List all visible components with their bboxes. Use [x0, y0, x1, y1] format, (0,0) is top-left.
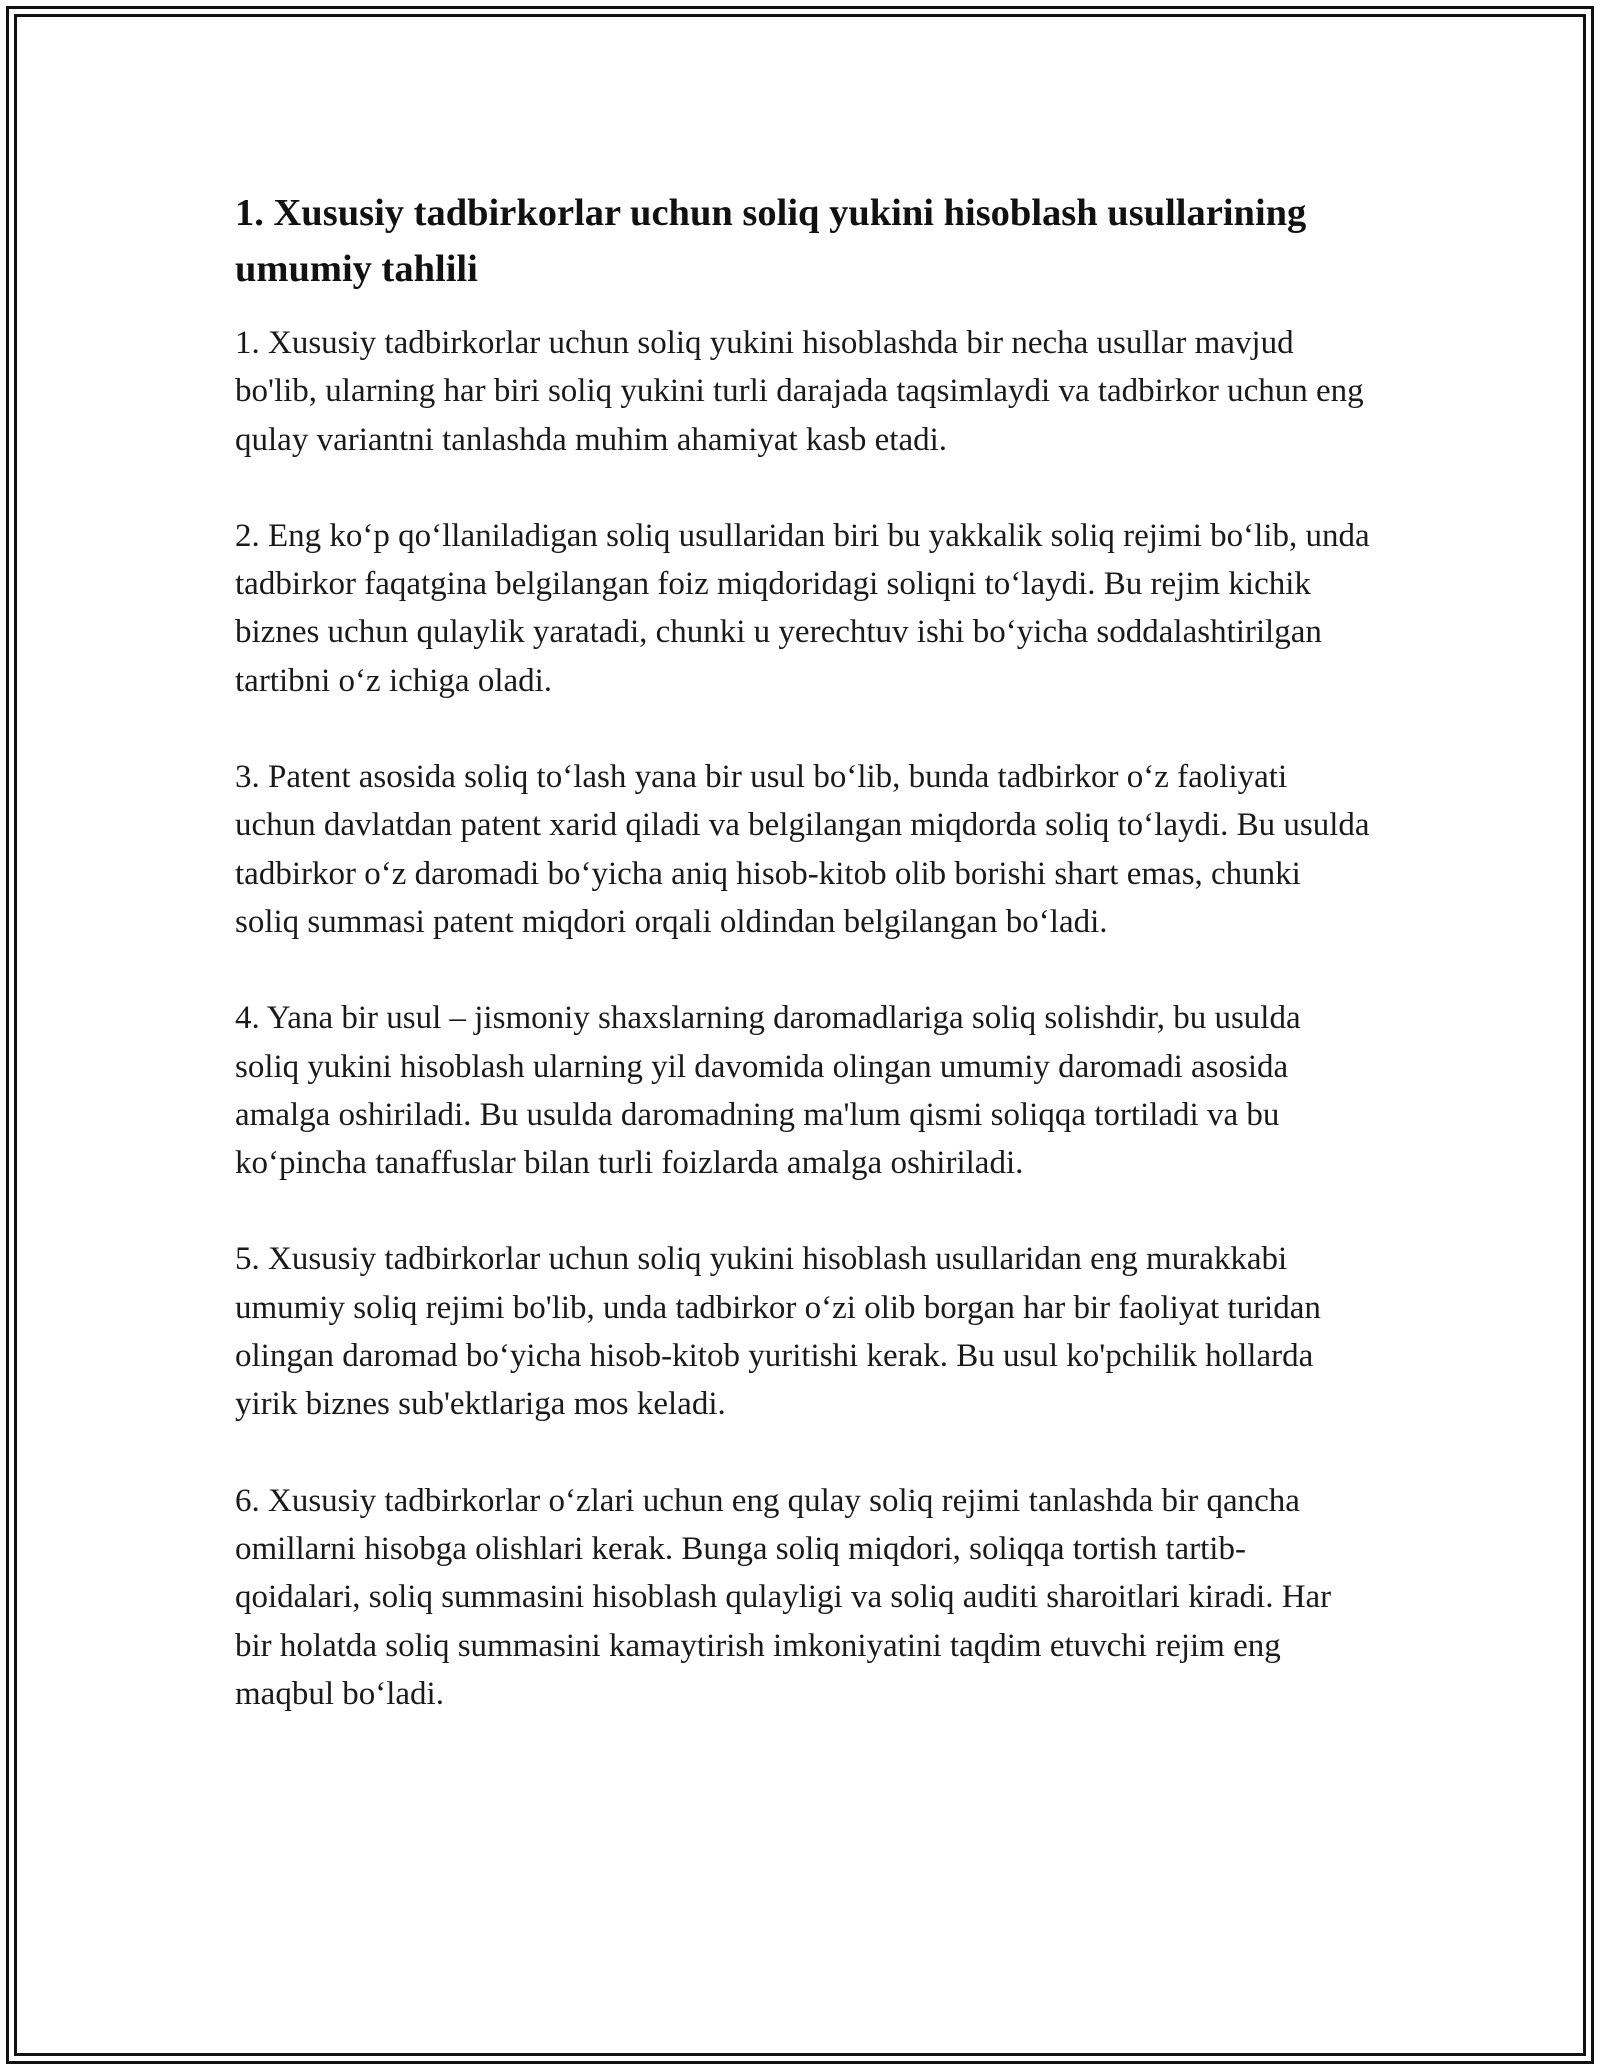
paragraph-6: 6. Xususiy tadbirkorlar o‘zlari uchun eng qulay soliq rejimi tanlashda bir qancha omillarni hisobga olishlari kerak. Bunga soliq miqdori, soliqqa tortish tartib-qoidalari, soliq summasini hisoblash qulayligi va soliq auditi sharoitlari kiradi. Har bir holatda soliq summasini kamaytirish imkoniyatini taqdim etuvchi rejim eng maqbul bo‘ladi.	[235, 1482, 1332, 1712]
paragraph-5: 5. Xususiy tadbirkorlar uchun soliq yukini hisoblash usullaridan eng murakkabi umumiy soliq rejimi bo'lib, unda tadbirkor o‘zi olib borgan har bir faoliyat turidan olingan daromad bo‘yicha hisob-kitob yuritishi kerak. Bu usul ko'pchilik hollarda yirik biznes sub'ektlariga mos keladi.	[235, 1241, 1321, 1423]
paragraph-2: 2. Eng ko‘p qo‘llaniladigan soliq usullaridan biri bu yakkalik soliq rejimi bo‘lib, unda tadbirkor faqatgina belgilangan foiz miqdoridagi soliqni to‘laydi. Bu rejim kichik biznes uchun qulaylik yaratadi, chunki u yerechtuv ishi bo‘yicha soddalashtirilgan tartibni o‘z ichiga oladi.	[235, 517, 1370, 699]
paragraph-1: 1. Xususiy tadbirkorlar uchun soliq yukini hisoblashda bir necha usullar mavjud bo'lib, ularning har biri soliq yukini turli darajada taqsimlaydi va tadbirkor uchun eng qulay variantni tanlashda muhim ahamiyat kasb etadi.	[235, 325, 1364, 458]
paragraph-list	[235, 319, 1370, 1718]
section-title: 1. Xususiy tadbirkorlar uchun soliq yukini hisoblash usullarining umumiy tahlili	[235, 192, 1307, 290]
document-body	[235, 185, 1370, 1766]
paragraph-3: 3. Patent asosida soliq to‘lash yana bir usul bo‘lib, bunda tadbirkor o‘z faoliyati uchun davlatdan patent xarid qiladi va belgilangan miqdorda soliq to‘laydi. Bu usulda tadbirkor o‘z daromadi bo‘yicha aniq hisob-kitob olib borishi shart emas, chunki soliq summasi patent miqdori orqali oldindan belgilangan bo‘ladi.	[235, 759, 1370, 940]
paragraph-4: 4. Yana bir usul – jismoniy shaxslarning daromadlariga soliq solishdir, bu usulda soliq yukini hisoblash ularning yil davomida olingan umumiy daromadi asosida amalga oshiriladi. Bu usulda daromadning ma'lum qismi soliqqa tortiladi va bu ko‘pincha tanaffuslar bilan turli foizlarda amalga oshiriladi.	[235, 1000, 1301, 1182]
